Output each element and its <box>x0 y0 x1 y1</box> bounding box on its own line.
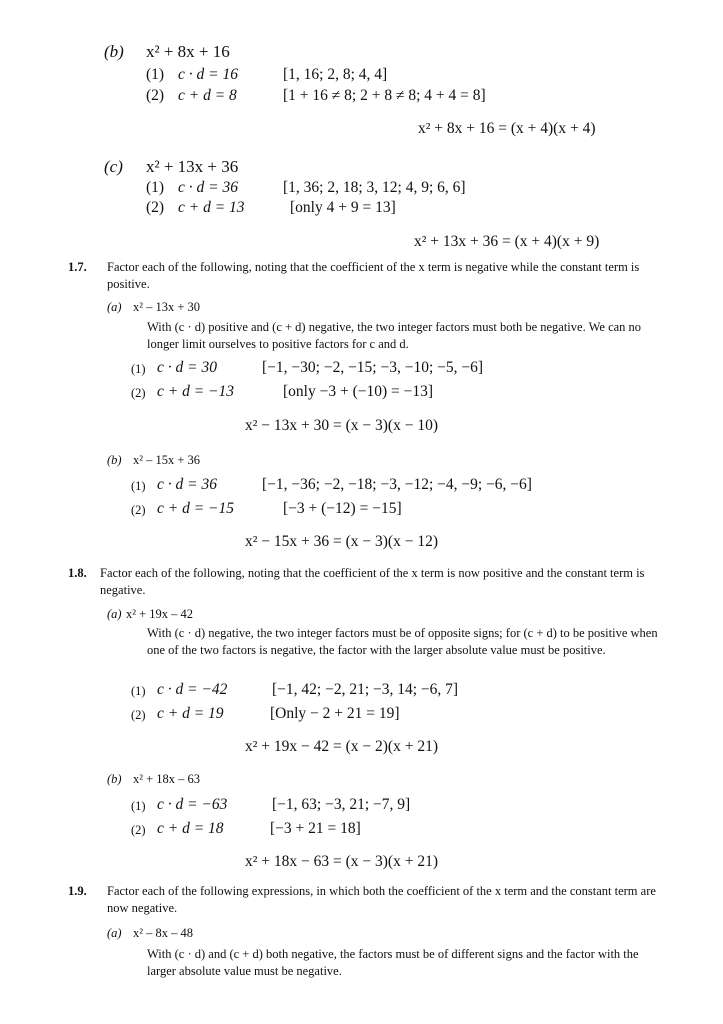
condition-label: (2) <box>131 708 146 722</box>
condition-equation: c · d = 16 <box>178 66 238 83</box>
condition-label: (1) <box>146 66 165 83</box>
condition-equation: c · d = −42 <box>157 681 228 698</box>
condition-label: (2) <box>146 199 165 216</box>
problem-number: 1.8. <box>68 566 87 580</box>
condition-label: (1) <box>146 179 165 196</box>
condition-equation: c + d = 13 <box>178 199 245 216</box>
problem-statement: Factor each of the following, noting that the coefficient of the x term is now positive and the constant term is negative. <box>100 566 645 597</box>
expression: x² + 8x + 16 <box>146 42 230 61</box>
sum-check-list: [only −3 + (−10) = −13] <box>283 383 434 400</box>
sum-check-list: [1 + 16 ≠ 8; 2 + 8 ≠ 8; 4 + 4 = 8] <box>283 87 486 104</box>
part-label: (b) <box>104 42 124 61</box>
explanation: With (c · d) and (c + d) both negative, the factors must be of different signs and the factor with the larger absolute value must be negative. <box>147 947 639 978</box>
condition-equation: c · d = 36 <box>157 476 217 493</box>
factored-result: x² − 13x + 30 = (x − 3)(x − 10) <box>245 417 439 434</box>
condition-equation: c · d = 36 <box>178 179 238 196</box>
condition-label: (2) <box>131 386 146 400</box>
part-label: (c) <box>104 157 123 176</box>
factor-list: [−1, −36; −2, −18; −3, −12; −4, −9; −6, −6] <box>262 476 532 493</box>
condition-equation: c + d = −15 <box>157 500 235 517</box>
problem-number: 1.7. <box>68 260 87 274</box>
sum-check-list: [Only − 2 + 21 = 19] <box>270 705 400 722</box>
explanation: With (c · d) positive and (c + d) negative, the two integer factors must both be negative. We can no longer limit ourselves to positive factors for c and d. <box>147 320 642 351</box>
condition-label: (2) <box>146 87 165 104</box>
condition-equation: c + d = 19 <box>157 705 224 722</box>
expression: x² + 19x – 42 <box>126 607 194 621</box>
part-label: (a) <box>107 300 122 314</box>
condition-equation: c · d = −63 <box>157 796 228 813</box>
condition-equation: c + d = 8 <box>178 87 237 104</box>
condition-equation: c · d = 30 <box>157 359 217 376</box>
condition-label: (1) <box>131 684 146 698</box>
expression: x² – 13x + 30 <box>133 300 201 314</box>
sum-check-list: [−3 + 21 = 18] <box>270 820 361 837</box>
condition-label: (1) <box>131 479 146 493</box>
factored-result: x² + 8x + 16 = (x + 4)(x + 4) <box>418 120 596 137</box>
condition-equation: c + d = 18 <box>157 820 224 837</box>
condition-label: (2) <box>131 823 146 837</box>
part-label: (a) <box>107 607 122 621</box>
expression: x² – 8x – 48 <box>133 926 193 940</box>
factored-result: x² + 18x − 63 = (x − 3)(x + 21) <box>245 853 439 870</box>
factor-list: [−1, 42; −2, 21; −3, 14; −6, 7] <box>272 681 459 698</box>
sum-check-list: [only 4 + 9 = 13] <box>290 199 396 216</box>
condition-equation: c + d = −13 <box>157 383 235 400</box>
part-label: (b) <box>107 772 122 786</box>
factored-result: x² + 13x + 36 = (x + 4)(x + 9) <box>414 233 600 250</box>
factored-result: x² + 19x − 42 = (x − 2)(x + 21) <box>245 738 439 755</box>
part-label: (a) <box>107 926 122 940</box>
sum-check-list: [−3 + (−12) = −15] <box>283 500 402 517</box>
factor-list: [−1, −30; −2, −15; −3, −10; −5, −6] <box>262 359 484 376</box>
condition-label: (1) <box>131 799 146 813</box>
factor-list: [1, 16; 2, 8; 4, 4] <box>283 66 388 83</box>
part-label: (b) <box>107 453 122 467</box>
factored-result: x² − 15x + 36 = (x − 3)(x − 12) <box>245 533 439 550</box>
factor-list: [−1, 63; −3, 21; −7, 9] <box>272 796 411 813</box>
problem-statement: Factor each of the following expressions, in which both the coefficient of the x term and the constant term are now negative. <box>107 884 656 915</box>
problem-number: 1.9. <box>68 884 87 898</box>
problem-statement: Factor each of the following, noting that the coefficient of the x term is negative while the constant term is positive. <box>107 260 640 291</box>
factor-list: [1, 36; 2, 18; 3, 12; 4, 9; 6, 6] <box>283 179 466 196</box>
condition-label: (1) <box>131 362 146 376</box>
expression: x² – 15x + 36 <box>133 453 201 467</box>
explanation: With (c · d) negative, the two integer factors must be of opposite signs; for (c + d) to be positive when one of the two factors is negative, the factor with the larger absolute value must be positive. <box>147 626 658 657</box>
condition-label: (2) <box>131 503 146 517</box>
expression: x² + 18x – 63 <box>133 772 201 786</box>
expression: x² + 13x + 36 <box>146 157 239 176</box>
